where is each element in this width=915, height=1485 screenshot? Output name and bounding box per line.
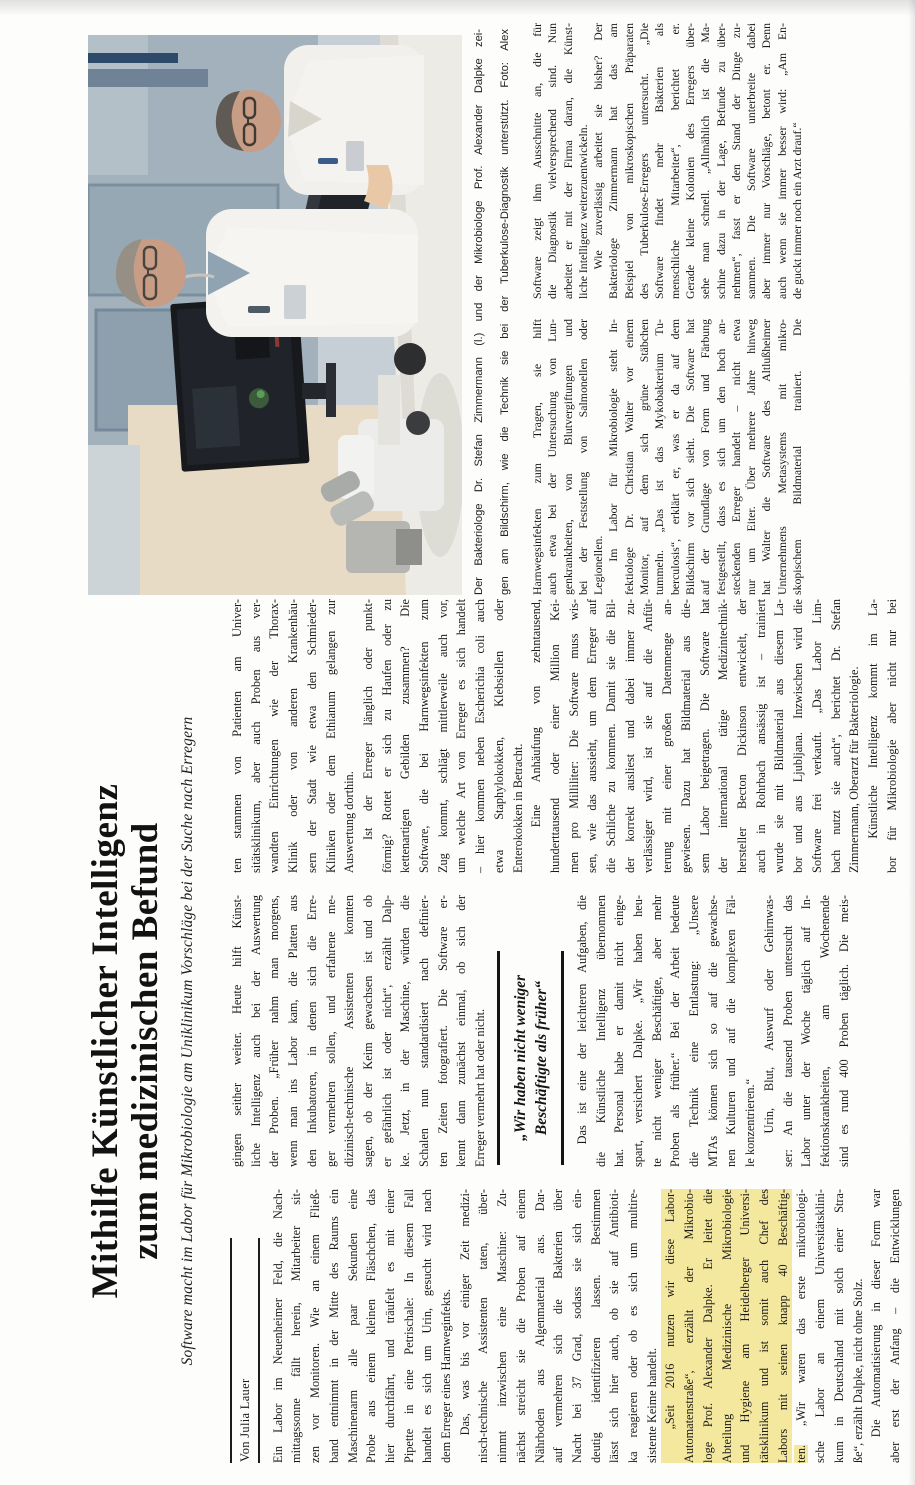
column-2-text-end: Das ist eine der leichteren Aufgaben, die die Künstliche Intelligenz übernommen hat. Personal habe er damit nicht einge- spart, versichert Dalpke. „Wir haben heu- te nicht weniger Beschäftigte, aber mehr Proben als früher.“ Bei der Arbeit bedeute die Technik eine Entlastung: „Unsere MTAs können sich so auf die gewachse- nen Kulturen und auf die komplexen Fäl- le konzentrieren.“ Urin, Blut, Auswurf oder Gehirnwas- ser: An die tausend Proben untersucht das Labor unter der Woche täglich auf In- fektionskrankheiten, am Wochenende sind es rund 400 Proben täglich. Die meis- — [574, 895, 851, 1167]
line29-rest: „Wir waren das erste mikrobiologi- — [794, 1189, 809, 1445]
byline-text: Von Julia Lauer — [238, 1378, 252, 1462]
pull-quote-line-2: Beschäftigte als früher“ — [532, 980, 550, 1136]
article-column-2 — [228, 895, 853, 1167]
lab-photo-illustration — [88, 35, 462, 595]
page-edge-shadow-right — [0, 0, 915, 16]
highlight-tail: ten. — [794, 1444, 809, 1463]
photo-caption — [466, 29, 518, 595]
pull-quote-line-1: „Wir haben nicht weniger — [511, 974, 529, 1142]
column-1-text-line29 — [792, 1189, 811, 1463]
article-column-4 — [530, 319, 805, 595]
highlighted-passage: „Seit 2016 nutzen wir diese Labor- Automatenstraße“, erzählt der Mikrobio- loge Prof. Alexander Dalpke. Er leitet die Abteilung Medizinische Mikrobiologie und Hygiene am Heidelberger Universi- tätsklinikum und ist somit auch Chef des Labors mit seinen knapp 40 Beschäftig- — [661, 1189, 792, 1463]
column-1-text: Ein Labor im Neuenheimer Feld, die Nach- mittagssonne fällt herein, Mitarbeiter sit- zen vor Monitoren. Wie an einem Fließ- band entnimmt in der Mitte des Raums ein Maschinenarm alle paar Sekunden eine Probe aus einem kleinen Fläschchen, das hier durchfährt, und träufelt es mit einer Pipette in eine Petrischale: In diesem Fall handelt es sich um Urin, gesucht wird nach dem Erreger eines Harnweginfekts. Das, was bis vor einiger Zeit medizi- nisch-technische Assistenten taten, über- nimmt inzwischen eine Maschine: Zu- nächst streicht sie die Proben auf einem Nährboden aus Algenmaterial aus. Dar- auf vermehren sich die Bakterien über Nacht bei 37 Grad, sodass sie sich ein- deutig identifizieren lassen. Bestimmen lässt sich hier auch, ob sie auf Antibioti- ka reagieren oder ob es sich um multire- sistente Keime handelt. — [270, 1189, 659, 1463]
column-4-text: Harnwegsinfekten zum Tragen, sie hilft auch etwa bei der Untersuchung von Lun- genkrankheiten, von Blutvergiftungen und bei der Feststellung von Salmonellen oder Legionellen. Im Labor für Mikrobiologie steht In- fektiologe Dr. Christian Walter vor einem Monitor, auf dem sich grüne Stäbchen tummeln. „Das ist das Mykobakterium Tu- berculosis“, erklärt er, was er da auf dem Bildschirm vor sich sieht. Die Software hat auf der Grundlage von Form und Färbung festgestellt, dass es sich um den hoch an- steckenden Erreger handelt – nicht etwa nur um Eiter. Über mehrere Jahre hinweg hat Walter die Software des Altlußheimer Unternehmens Metasystems mit mikro- skopischem Bildmaterial trainiert. Die — [530, 319, 805, 595]
column-2-text: gingen seither weiter. Heute hilft Künst- liche Intelligenz auch bei der Auswertung der Proben. „Früher nahm man morgens, wenn man ins Labor kam, die Platten aus den Inkubatoren, in denen sich die Erre- ger vermehren sollen, und erfahrene me- dizinisch-technische Assistenten konnten sagen, ob der Keim gewachsen ist und ob er gefährlich ist oder nicht“, erzählt Dalp- ke. Jetzt, in der Maschine, würden die Schalen nun standardisiert nach definier- ten Zeiten fotografiert. Die Software er- kennt dann zunächst einmal, ob sich der Erreger vermehrt hat oder nicht. — [230, 895, 488, 1167]
article-column-5 — [530, 23, 805, 299]
column-3-text: ten stammen von Patienten am Univer- sitätsklinikum, aber auch Proben aus ver- wandten Einrichtungen wie der Thorax- Klinik oder von anderen Krankenhäu- sern der Stadt wie etwa den Schmieder- Kliniken oder dem Ethianum gelangen zur Auswertung dorthin. Ist der Erreger länglich oder punkt- förmig? Rottet er sich zu Haufen oder zu kettenartigen Gebilden zusammen? Die Software, die bei Harnwegsinfekten zum Zug kommt, schlägt mittlerweile auch vor, um welche Art von Erreger es sich handelt – hier kommen neben Escherichia coli auch etwa Staphylokokken, Klebsiellen oder Enterokokken in Betracht. Eine Anhäufung von zehntausend, hunderttausend oder einer Million Kei- men pro Milliliter: Die Software muss wis- sen, wie das aussieht, um dem Erreger auf die Schliche zu kommen. Damit sie die Bil- der korrekt ausliest und dabei immer zu- verlässiger wird, ist sie auf die Anfüt- terung mit einer großen Datenmenge an- gewiesen. Dazu hat Bildmaterial aus die- sem Labor beigetragen. Die Software hat der international tätige Medizintechnik- hersteller Becton Dickinson entwickelt, der auch in Rohrbach ansässig ist – trainiert wurde sie mit Bildmaterial aus diesem La- bor und aus Ljubljana. Inzwischen wird die Software frei verkauft. „Das Labor Lim- bach nutzt sie auch“, berichtet Dr. Stefan Zimmermann, Oberarzt für Bakteriologie. Künstliche Intelligenz kommt im La- bor für Mikrobiologie aber nicht nur bei — [230, 599, 899, 873]
column-1-text-end: sche Labor an einem Universitätsklini- kum in Deutschland mit solch einer Stra- ße“, erzählt Dalpke, nicht ohne Stolz. Die Automatisierung in dieser Form war aber erst der Anfang – die Entwicklungen — [813, 1189, 902, 1463]
headline-line-1: Mithilfe Künstlicher Intelligenz — [85, 783, 126, 1299]
caption-line-2: gen am Bildschirm, wie die Technik sie bei der Tuberkulose-Diagnostik unterstützt. Foto: Alex — [499, 29, 511, 595]
article-column-3 — [228, 599, 901, 873]
headline-line-2: zum medizinischen Befund — [125, 822, 166, 1260]
pull-quote — [497, 951, 564, 1165]
caption-line-1: Der Bakteriologe Dr. Stefan Zimmermann (l.) und der Mikrobiologe Prof. Alexander Dalpke zei- — [473, 29, 485, 595]
article-column-1 — [230, 1189, 905, 1463]
subheadline: Software macht im Labor für Mikrobiologie am Uniklinikum Vorschläge bei der Suche nach Erregern — [179, 716, 196, 1366]
byline — [230, 1238, 260, 1463]
article-header — [86, 607, 197, 1475]
column-5-text: Software zeigt ihm Ausschnitte an, die für die Diagnostik vielversprechend sind. Nun arbeitet er mit der Firma daran, die Künst- liche Intelligenz weiterzuentwickeln. Wie zuverlässig arbeitet sie bisher? Der Bakteriologe Zimmermann hat das am Beispiel von mikroskopischen Präparaten des Tuberkulose-Erregers untersucht. „Die Software findet mehr Bakterien als menschliche Mitarbeiter“, berichtet er. Gerade kleine Kolonien des Erregers über- sehe man schnell. „Allmählich ist die Ma- schine dazu in der Lage, Befunde zu über- nehmen“, fasst er den Stand der Dinge zu- sammen. Die Software unterbreite dabei aber immer nur Vorschläge, betont er. Denn auch wenn sie immer besser wird: „Am En- de guckt immer noch ein Arzt drauf.“ — [530, 23, 805, 299]
lab-photo — [88, 35, 462, 595]
page-edge-shadow-bottom — [908, 0, 915, 1485]
